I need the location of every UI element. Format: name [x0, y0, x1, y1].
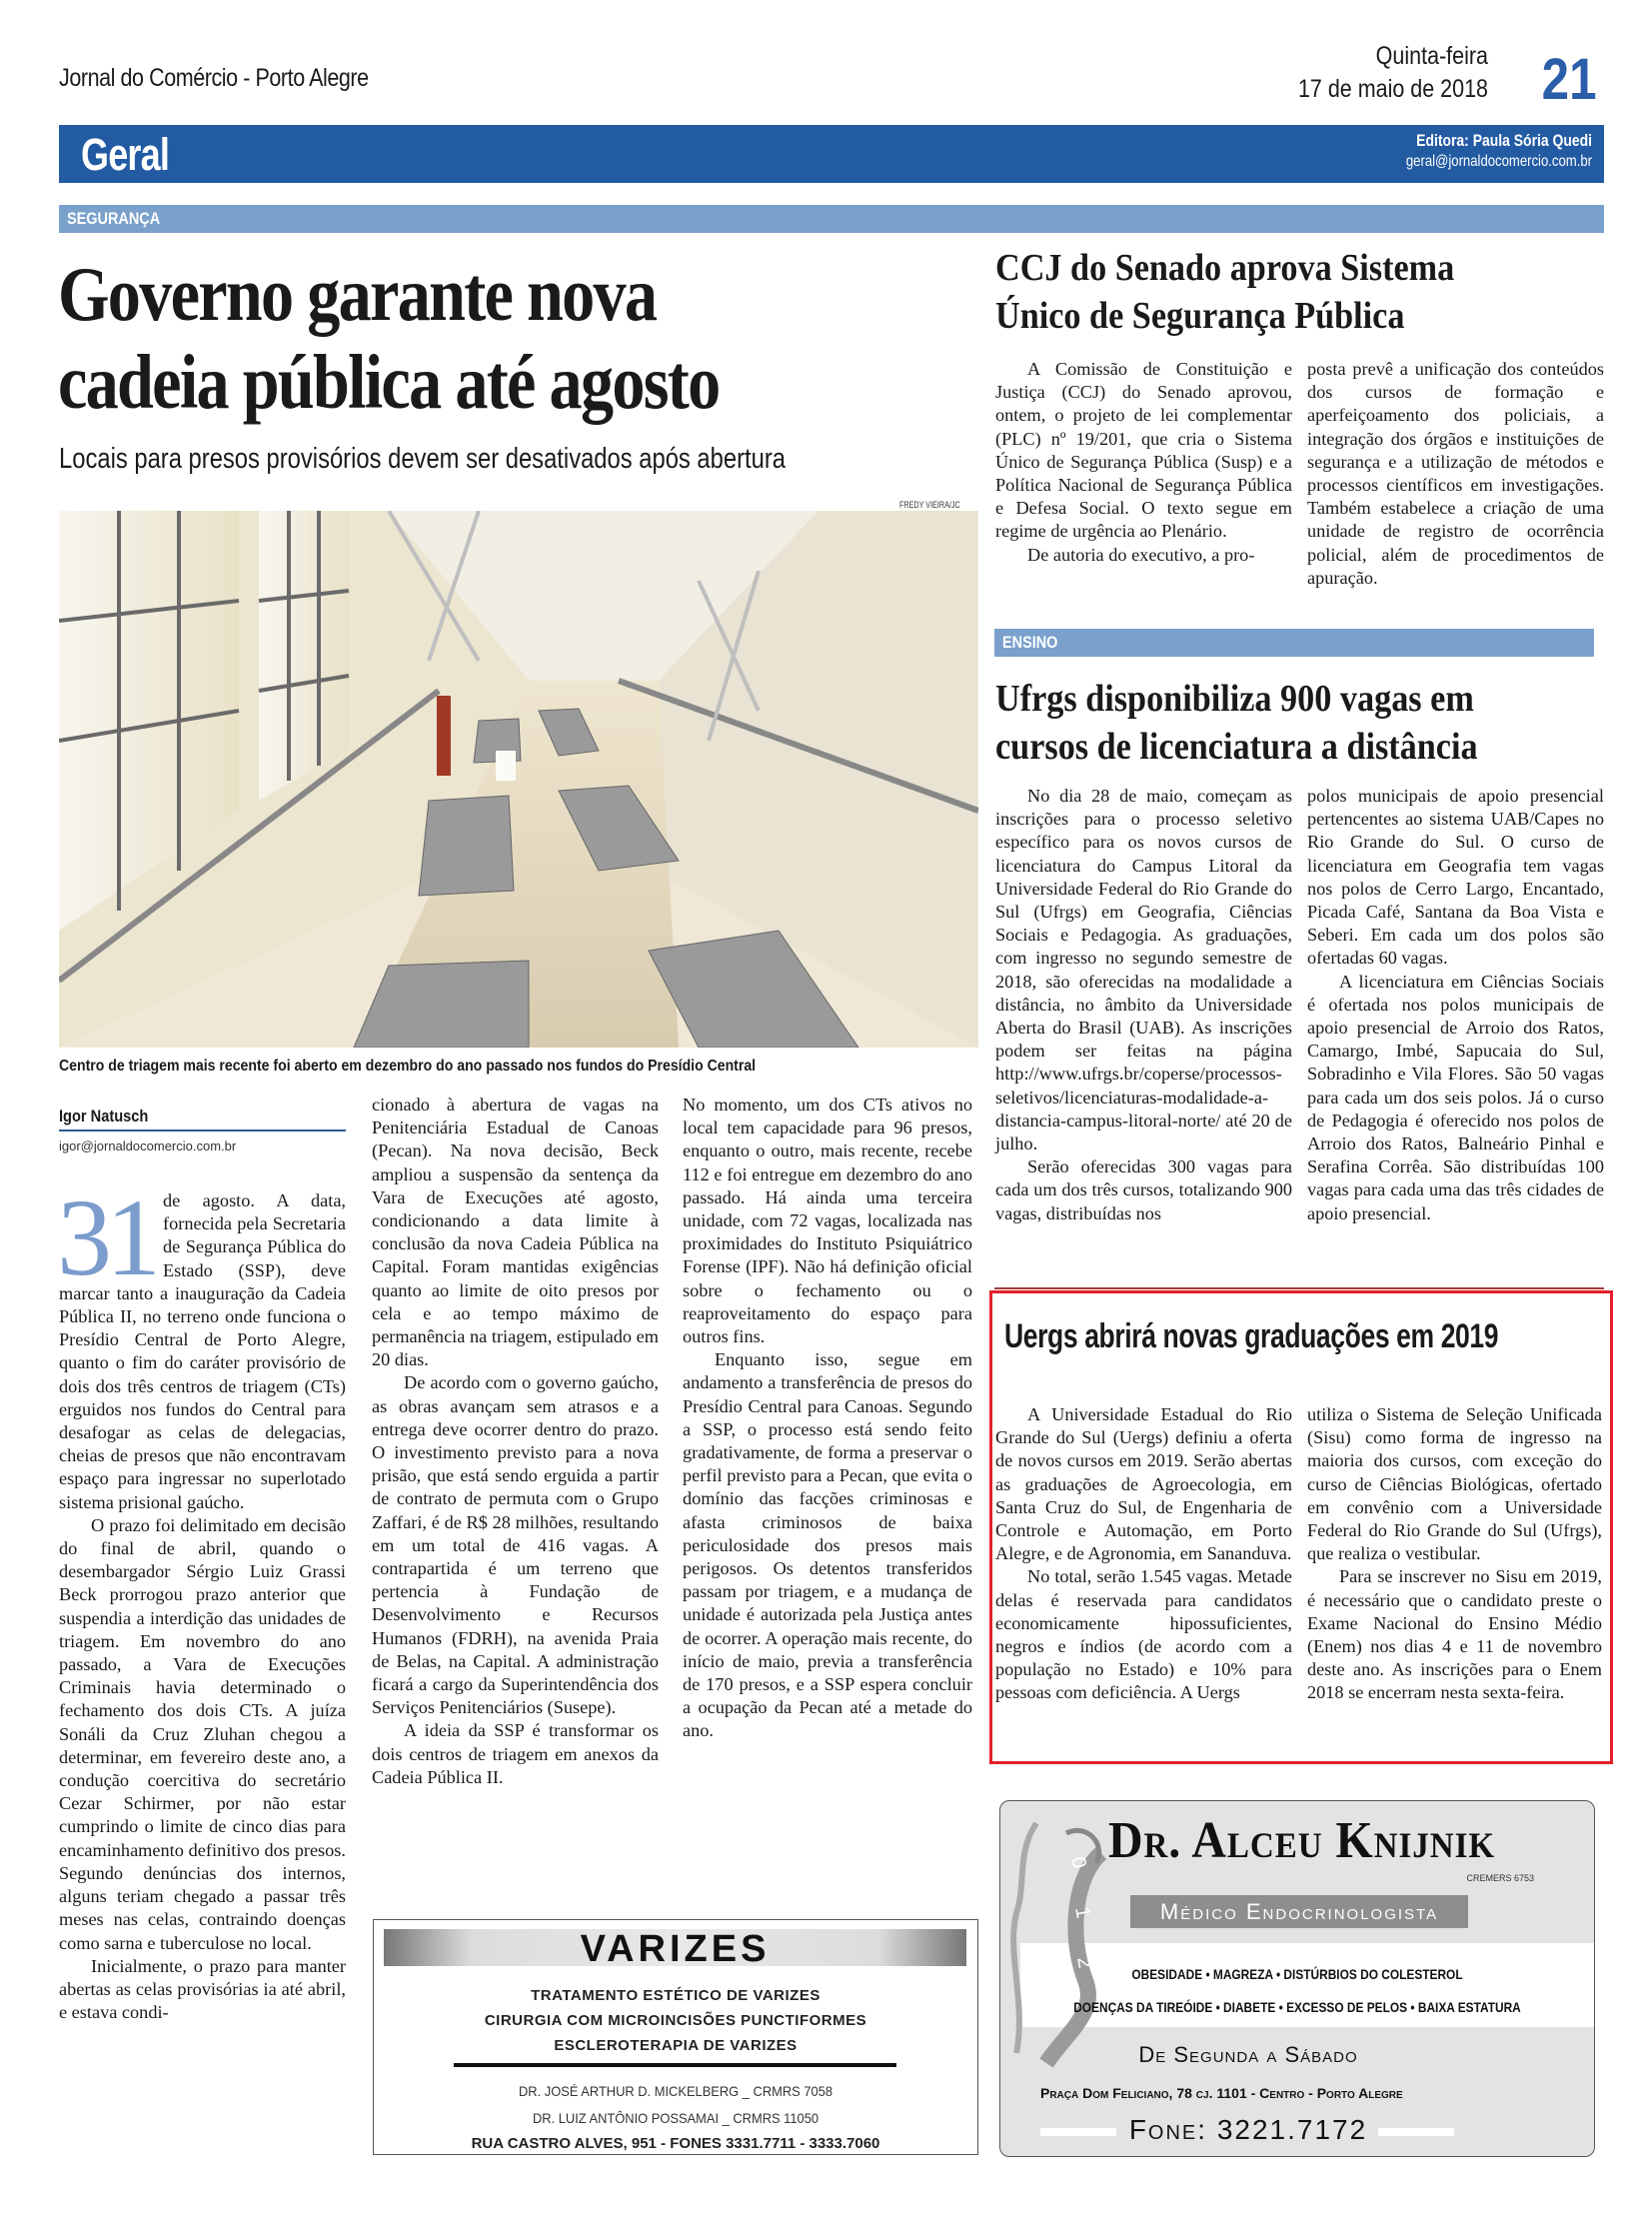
paragraph: No total, serão 1.545 vagas. Metade delas é reservada para candidatos economicamente hipossuficientes, negros e índios (de acordo com a população no Estado) e 10% para pessoas com deficiência. A Uergs — [995, 1566, 1292, 1703]
main-story-column-2 — [372, 1094, 659, 1789]
editor-email[interactable]: geral@jornaldocomercio.com.br — [1405, 153, 1592, 170]
uergs-column-1 — [995, 1403, 1292, 1705]
ad-doctor: DR. JOSÉ ARTHUR D. MICKELBERG _ CRMRS 7058 — [519, 2083, 832, 2099]
cremers-number: CREMERS 6753 — [1466, 1873, 1534, 1883]
paragraph: O prazo foi delimitado em decisão do final de abril, quando o desembargador Sérgio Luiz Grassi Beck prorrogou prazo anterior que suspendia a interdição das unidades de triagem. Em novembro do ano passado, a Vara de Execuções Criminais havia determinado o fechamento dos dois CTs. A juíza Sonáli da Cruz Zluhan chegou a determinar, em fevereiro deste ano, a condução coercitiva do secretário Cezar Schirmer, por não estar cumprindo o limite de cinco dias para encaminhamento definitivo dos presos. Segundo denúncias dos internos, alguns teriam chegado a passar três meses nas celas, contraindo doenças como sarna e tuberculose no local. — [59, 1514, 346, 1953]
publication-name: Jornal do Comércio - Porto Alegre — [59, 64, 369, 92]
paragraph: utiliza o Sistema de Seleção Unificada (Sisu) como forma de ingresso na maioria dos cursos, com exceção do curso de Ciências Biológicas, ofertado em convênio com a Universidade Federal do Rio Grande do Sul (Ufrgs), que realiza o vestibular. — [1307, 1404, 1602, 1564]
byline: Igor Natusch — [59, 1106, 346, 1131]
ad-divider — [454, 2063, 896, 2067]
main-headline: Governo garante nova cadeia pública até agosto — [58, 251, 720, 425]
phone: Fone: 3221.7172 — [1128, 2114, 1368, 2145]
paragraph: polos municipais de apoio presencial pertencentes ao sistema UAB/Capes no Rio Grande do Sul. O curso de licenciatura em Geografia tem vagas nos polos de Cerro Largo, Encantado, Picada Café, Santana da Boa Vista e Seberi. Em cada um dos polos são ofertadas 60 vagas. — [1307, 786, 1604, 969]
issue-date — [1298, 40, 1488, 106]
paragraph: cionado à abertura de vagas na Penitenciária Estadual de Canoas (Pecan). Na nova decisão, Beck ampliou a suspensão da sentença da Vara de Execuções até agosto, condicionando a data limite à conclusão da nova Cadeia Pública na Capital. Foram mantidas exigências quanto ao limite de oito presos por cela e ao tempo máximo de permanência na triagem, estipulado em 20 dias. — [372, 1095, 659, 1370]
ad-varizes — [373, 1919, 978, 2155]
divider — [994, 1287, 1604, 1289]
paragraph: de agosto. A data, fornecida pela Secretaria de Segurança Pública do Estado (SSP), deve marcar tanto a inauguração da Cadeia Pública II, no terreno onde funciona o Presídio Central de Porto Alegre, quanto o fim do caráter provisório de dois dos três centros de triagem (CTs) erguidos nos fundos do Central para desafogar as celas de delegacias, cheias de presos que não encontravam espaço para ingressar no superlotado sistema prisional gaúcho. — [59, 1190, 346, 1512]
photo-credit: FREDY VIEIRA/JC — [899, 500, 960, 510]
photo-caption: Centro de triagem mais recente foi aberto em dezembro do ano passado nos fundos do Presídio Central — [59, 1058, 757, 1075]
kicker-seguranca: SEGURANÇA — [59, 205, 1604, 233]
ccj-headline: CCJ do Senado aprova Sistema Único de Segurança Pública — [995, 247, 1455, 337]
uergs-column-2 — [1307, 1403, 1602, 1705]
paragraph: Para se inscrever no Sisu em 2019, é necessário que o candidato preste o Exame Nacional do Ensino Médio (Enem) nos dias 4 e 11 de novembro deste ano. As inscrições para o Enem 2018 se encerram nesta sexta-feira. — [1307, 1566, 1602, 1703]
scale-digit: 0 — [1066, 1855, 1090, 1870]
paragraph: Serão oferecidas 300 vagas para cada um dos três cursos, totalizando 900 vagas, distribuídas nos — [995, 1156, 1292, 1223]
ufrgs-column-1 — [995, 785, 1292, 1225]
weekday: Quinta-feira — [1375, 42, 1488, 70]
ccj-column-1 — [995, 358, 1292, 567]
ad-title-bar — [384, 1928, 966, 1970]
kicker-ensino: ENSINO — [994, 629, 1594, 657]
ad-service-line: CIRURGIA COM MICROINCISÕES PUNCTIFORMES — [484, 2012, 867, 2029]
date: 17 de maio de 2018 — [1297, 75, 1488, 103]
ad-service-line: TRATAMENTO ESTÉTICO DE VARIZES — [531, 1987, 821, 2004]
services-line: OBESIDADE • MAGREZA • DISTÚRBIOS DO COLESTEROL — [1131, 1966, 1463, 1982]
main-story-column-1 — [57, 1176, 346, 2024]
scale-digit: 1 — [1070, 1905, 1094, 1920]
prison-corridor-photo — [59, 511, 978, 1048]
main-story-column-3 — [683, 1094, 972, 1743]
uergs-headline: Uergs abrirá novas graduações em 2019 — [1004, 1317, 1499, 1355]
ad-knijnik — [999, 1800, 1595, 2157]
editor-info — [1365, 131, 1592, 171]
ufrgs-column-2 — [1307, 785, 1604, 1225]
page-number: 21 — [1542, 47, 1597, 112]
paragraph: A Comissão de Constituição e Justiça (CCJ) do Senado aprovou, ontem, o projeto de lei complementar (PLC) nº 19/201, que cria o Sistema Único de Segurança Pública (Susp) e a Política Nacional de Segurança Pública e Defesa Social. O texto segue em regime de urgência ao Plenário. — [995, 359, 1292, 542]
scale-digit: 2 — [1072, 1955, 1096, 1970]
section-name: Geral — [81, 129, 170, 180]
author-email[interactable]: igor@jornaldocomercio.com.br — [59, 1138, 237, 1153]
paragraph: Inicialmente, o prazo para manter abertas as celas provisórias ia até abril, e estava condi- — [59, 1955, 346, 2023]
paragraph: A Universidade Estadual do Rio Grande do Sul (Uergs) definiu a oferta de novos cursos em 2019. Serão abertas as graduações de Agroecologia, em Santa Cruz do Sul, de Engenharia de Controle e Automação, em Porto Alegre, e de Agronomia, em Sananduva. — [995, 1404, 1292, 1564]
paragraph: A licenciatura em Ciências Sociais é ofertada nos polos municipais de apoio presencial de Arroio dos Ratos, Camargo, Imbé, Sapucaia do Sul, Sobradinho e Vila Flores. São 50 vagas para cada um dos seis polos. Já o curso de Pedagogia é oferecido nos polos de Arroio dos Ratos, Balneário Pinhal e Serafina Corrêa. São distribuídas 100 vagas para cada uma das três cidades de apoio presencial. — [1307, 971, 1604, 1223]
ccj-column-2 — [1307, 358, 1604, 590]
specialty: Médico Endocrinologista — [1130, 1895, 1468, 1928]
paragraph: De acordo com o governo gaúcho, as obras avançam sem atrasos e a entrega deve ocorrer dentro do prazo. O investimento previsto para a nova prisão, que está sendo erguida a partir de contrato de permuta com o Grupo Zaffari, é de R$ 28 milhões, resultando em um total de 416 vagas. A contrapartida é um terreno que pertencia à Fundação de Desenvolvimento e Recursos Humanos (FDRH), na avenida Praia de Belas, na Capital. A administração ficará a cargo da Superintendência dos Serviços Penitenciários (Susepe). — [372, 1372, 659, 1718]
section-header — [59, 125, 1604, 183]
paragraph: No dia 28 de maio, começam as inscrições para o processo seletivo específico para os novos cursos de licenciatura do Campus Litoral da Universidade Federal do Rio Grande do Sul (Ufrgs) em Geografia, Ciências Sociais e Pedagogia. As graduações, com ingresso no segundo semestre de 2018, são oferecidas na modalidade a distância, no âmbito da Universidade Aberta do Brasil (UAB). As inscrições podem ser feitas na página http://www.ufrgs.br/coperse/processos-seletivos/licenciaturas-modalidade-a-distancia-campus-litoral-norte/ até 20 de julho. — [995, 786, 1292, 1154]
ad-title: VARIZES — [580, 1928, 771, 1970]
doctor-name: Dr. Alceu Knijnik — [1108, 1812, 1496, 1869]
main-subhead: Locais para presos provisórios devem ser desativados após abertura — [59, 443, 787, 475]
ad-doctor: DR. LUIZ ANTÔNIO POSSAMAI _ CRMRS 11050 — [532, 2110, 820, 2126]
paragraph: posta prevê a unificação dos conteúdos dos cursos de formação e aperfeiçoamento dos policiais, a integração dos órgãos e instituições de segurança e a utilização de métodos e processos científicos em investigações. Também estabelece a criação de uma unidade de registro de ocorrência policial, além de procedimentos de apuração. — [1307, 359, 1604, 588]
opening-days: De Segunda a Sábado — [1138, 2042, 1358, 2067]
ad-service-line: ESCLEROTERAPIA DE VARIZES — [554, 2037, 798, 2054]
ufrgs-headline: Ufrgs disponibiliza 900 vagas em cursos de licenciatura a distância — [995, 678, 1478, 768]
uergs-story-box — [989, 1290, 1613, 1764]
dropcap: 31 — [57, 1176, 155, 1298]
services-line: DOENÇAS DA TIREÓIDE • DIABETE • EXCESSO DE PELOS • BAIXA ESTATURA — [1073, 1999, 1521, 2015]
editor-name: Editora: Paula Sória Quedi — [1416, 131, 1592, 150]
address: Praça Dom Feliciano, 78 cj. 1101 - Centro - Porto Alegre — [1040, 2085, 1403, 2101]
paragraph: No momento, um dos CTs ativos no local tem capacidade para 96 presos, enquanto o outro, mais recente, recebe 112 e foi entregue em dezembro do ano passado. Há ainda uma terceira unidade, com 72 vagas, localizada nas proximidades do Instituto Psiquiátrico Forense (IPF). Não há definição oficial sobre o fechamento ou o reaproveitamento do espaço para outros fins. — [683, 1095, 972, 1347]
paragraph: De autoria do executivo, a pro- — [1027, 544, 1255, 565]
paragraph: Enquanto isso, segue em andamento a transferência de presos do Presídio Central para Canoas. Segundo a SSP, o processo está sendo feito gradativamente, de forma a preservar o perfil previsto para a Pecan, que evita o domínio das facções criminosas e afasta criminosos de baixa periculosidade dos presos mais perigosos. Os detentos transferidos passam por triagem, e a mudança de unidade é autorizada pela Justiça antes de ocorrer. A operação mais recente, do início de maio, previa a transferência de 170 presos, e a SSP espera concluir a ocupação da Pecan até a metade do ano. — [683, 1349, 972, 1741]
ad-address: RUA CASTRO ALVES, 951 - FONES 3331.7711 - 3333.7060 — [471, 2135, 880, 2152]
paragraph: A ideia da SSP é transformar os dois centros de triagem em anexos da Cadeia Pública II. — [372, 1720, 659, 1787]
